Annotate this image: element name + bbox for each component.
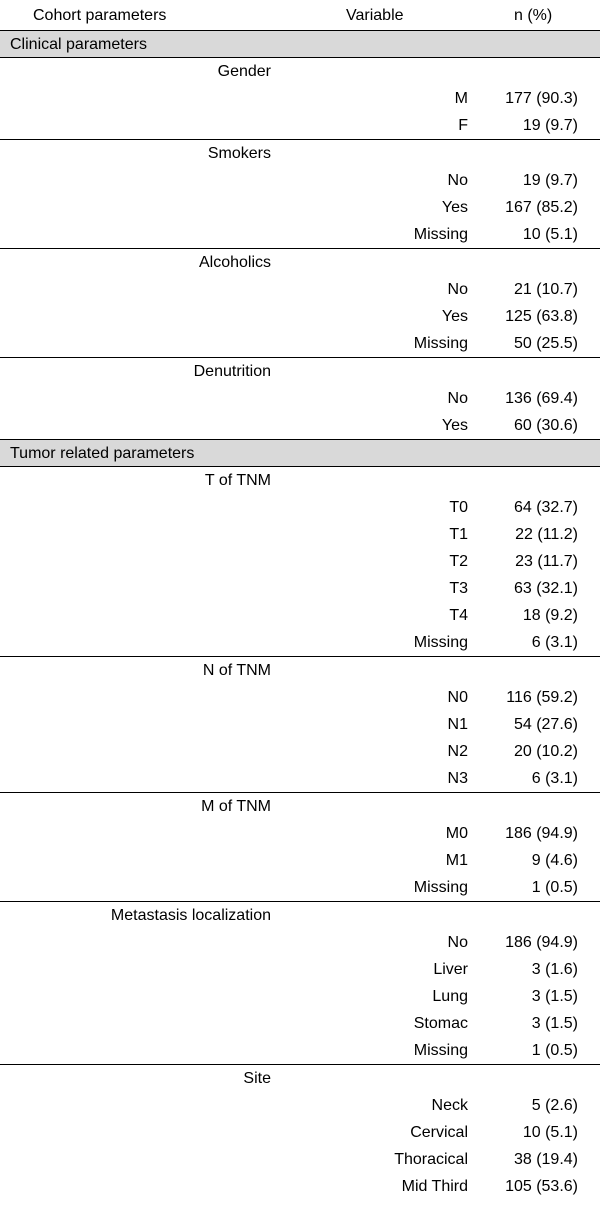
variable-cell: No (447, 281, 468, 298)
group-label-row (0, 58, 600, 85)
table-row (0, 874, 600, 901)
variable-cell: Yes (441, 199, 468, 216)
n-percent-cell: 63 (32.1) (513, 580, 578, 597)
n-percent-cell: 3 (1.6) (531, 961, 578, 978)
variable-cell: Missing (413, 634, 468, 651)
cohort-parameter-label: Alcoholics (198, 254, 271, 271)
n-percent-cell: 125 (63.8) (505, 308, 578, 325)
section-header (0, 31, 600, 58)
n-percent-cell: 105 (53.6) (505, 1178, 578, 1195)
n-percent-cell: 5 (2.6) (531, 1097, 578, 1114)
n-percent-cell: 20 (10.2) (513, 743, 578, 760)
variable-cell: T1 (449, 526, 468, 543)
table-row (0, 85, 600, 112)
variable-cell: No (447, 390, 468, 407)
table-row (0, 194, 600, 221)
variable-cell: T0 (449, 499, 468, 516)
variable-cell: No (447, 934, 468, 951)
n-percent-cell: 6 (3.1) (531, 634, 578, 651)
header-variable: Variable (346, 7, 404, 24)
table-row (0, 765, 600, 792)
n-percent-cell: 50 (25.5) (513, 335, 578, 352)
variable-cell: N2 (447, 743, 468, 760)
variable-cell: Mid Third (401, 1178, 468, 1195)
section-title: Clinical parameters (10, 36, 147, 53)
table-row (0, 1092, 600, 1119)
table-row (0, 847, 600, 874)
table-row (0, 494, 600, 521)
variable-cell: T3 (449, 580, 468, 597)
variable-cell: N0 (447, 689, 468, 706)
n-percent-cell: 3 (1.5) (531, 1015, 578, 1032)
table-row (0, 684, 600, 711)
cohort-parameter-label: M of TNM (201, 798, 271, 815)
n-percent-cell: 116 (59.2) (506, 689, 578, 706)
n-percent-cell: 6 (3.1) (531, 770, 578, 787)
table-row (0, 820, 600, 847)
n-percent-cell: 64 (32.7) (513, 499, 578, 516)
n-percent-cell: 186 (94.9) (505, 825, 578, 842)
n-percent-cell: 1 (0.5) (531, 1042, 578, 1059)
variable-cell: Yes (441, 417, 468, 434)
table-row (0, 548, 600, 575)
variable-cell: N3 (447, 770, 468, 787)
header-cohort-parameters: Cohort parameters (33, 7, 167, 24)
variable-cell: No (447, 172, 468, 189)
group-label-row (0, 793, 600, 820)
variable-cell: Neck (431, 1097, 468, 1114)
variable-cell: Stomac (413, 1015, 468, 1032)
n-percent-cell: 136 (69.4) (505, 390, 578, 407)
variable-cell: M1 (445, 852, 468, 869)
variable-cell: M (454, 90, 468, 107)
table-row (0, 983, 600, 1010)
table-row (0, 1173, 600, 1200)
variable-cell: Missing (413, 1042, 468, 1059)
table-row (0, 221, 600, 248)
table-header (0, 0, 600, 31)
cohort-parameter-label: T of TNM (204, 472, 271, 489)
variable-cell: Missing (413, 879, 468, 896)
table-row (0, 112, 600, 139)
group-label-row (0, 657, 600, 684)
n-percent-cell: 23 (11.7) (515, 553, 578, 570)
variable-cell: Yes (441, 308, 468, 325)
variable-cell: Lung (432, 988, 468, 1005)
n-percent-cell: 21 (10.7) (513, 281, 578, 298)
n-percent-cell: 19 (9.7) (522, 172, 578, 189)
n-percent-cell: 19 (9.7) (522, 117, 578, 134)
n-percent-cell: 38 (19.4) (513, 1151, 578, 1168)
table-row (0, 956, 600, 983)
header-n-percent: n (%) (514, 7, 553, 24)
n-percent-cell: 22 (11.2) (515, 526, 578, 543)
variable-cell: Cervical (410, 1124, 468, 1141)
n-percent-cell: 9 (4.6) (531, 852, 578, 869)
table-row (0, 929, 600, 956)
n-percent-cell: 54 (27.6) (513, 716, 578, 733)
group-label-row (0, 467, 600, 494)
variable-cell: Missing (413, 226, 468, 243)
n-percent-cell: 167 (85.2) (505, 199, 578, 216)
variable-cell: T2 (449, 553, 468, 570)
table-row (0, 738, 600, 765)
variable-cell: M0 (445, 825, 468, 842)
group-label-row (0, 902, 600, 929)
table-row (0, 167, 600, 194)
variable-cell: N1 (447, 716, 468, 733)
n-percent-cell: 10 (5.1) (522, 226, 578, 243)
table-row (0, 385, 600, 412)
table-row (0, 303, 600, 330)
table-row (0, 1119, 600, 1146)
group-label-row (0, 140, 600, 167)
cohort-parameter-label: Denutrition (193, 363, 271, 380)
variable-cell: F (458, 117, 468, 134)
variable-cell: Thoracical (394, 1151, 468, 1168)
table-row (0, 521, 600, 548)
table-row (0, 1010, 600, 1037)
table-row (0, 711, 600, 738)
n-percent-cell: 186 (94.9) (505, 934, 578, 951)
group-label-row (0, 1065, 600, 1092)
n-percent-cell: 3 (1.5) (531, 988, 578, 1005)
table-row (0, 330, 600, 357)
cohort-parameter-label: Site (243, 1070, 271, 1087)
variable-cell: T4 (449, 607, 468, 624)
cohort-parameter-label: Smokers (207, 145, 271, 162)
group-label-row (0, 358, 600, 385)
table-row (0, 1037, 600, 1064)
table-row (0, 575, 600, 602)
table-row (0, 412, 600, 439)
table-row (0, 629, 600, 656)
n-percent-cell: 1 (0.5) (531, 879, 578, 896)
cohort-parameter-label: Metastasis localization (110, 907, 271, 924)
section-header (0, 440, 600, 467)
variable-cell: Liver (433, 961, 468, 978)
n-percent-cell: 10 (5.1) (522, 1124, 578, 1141)
n-percent-cell: 60 (30.6) (513, 417, 578, 434)
section-title: Tumor related parameters (10, 445, 195, 462)
n-percent-cell: 177 (90.3) (505, 90, 578, 107)
table-row (0, 1146, 600, 1173)
table-row (0, 602, 600, 629)
group-label-row (0, 249, 600, 276)
cohort-parameter-label: N of TNM (202, 662, 271, 679)
cohort-parameter-label: Gender (217, 63, 271, 80)
table-row (0, 276, 600, 303)
n-percent-cell: 18 (9.2) (522, 607, 578, 624)
variable-cell: Missing (413, 335, 468, 352)
